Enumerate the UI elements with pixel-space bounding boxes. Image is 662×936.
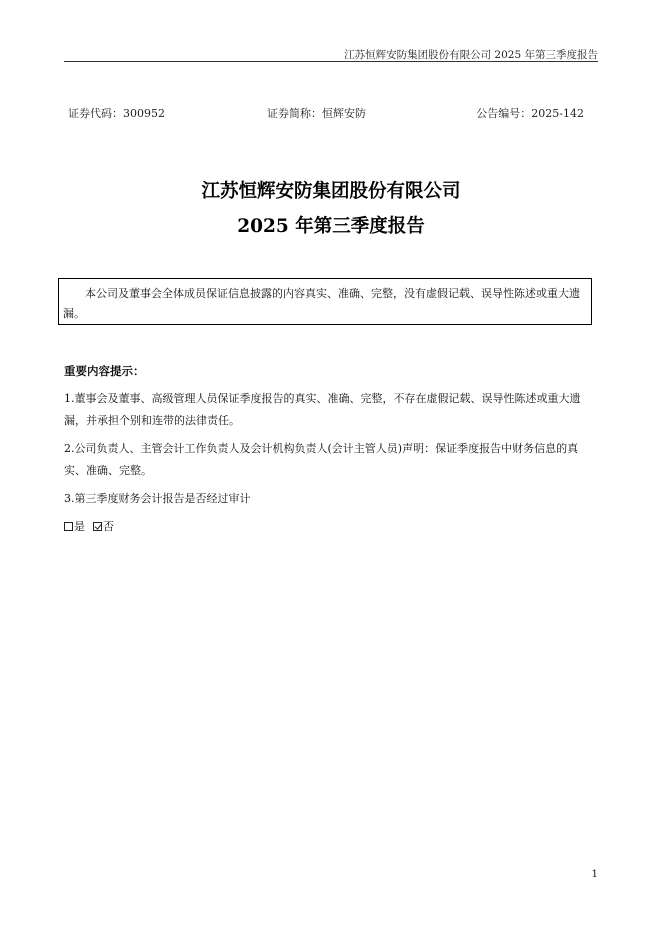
header-divider	[64, 61, 598, 62]
key-point-item: 2.公司负责人、主管会计工作负责人及会计机构负责人(会计主管人员)声明：保证季度报告中财务信息的真实、准确、完整。	[64, 442, 579, 477]
notice-number: 公告编号：2025-142	[476, 107, 584, 120]
security-abbreviation: 证券简称：恒辉安防	[267, 107, 366, 120]
report-title: 2025 年第三季度报告	[237, 216, 425, 237]
security-code: 证券代码：300952	[68, 107, 165, 120]
audit-options	[64, 516, 598, 538]
page-number: 1	[591, 868, 598, 880]
key-point-item: 3.第三季度财务会计报告是否经过审计	[64, 492, 251, 505]
key-points-heading: 重要内容提示：	[64, 364, 145, 378]
audit-yes-label: 是	[74, 520, 85, 533]
key-point-item: 1.董事会及董事、高级管理人员保证季度报告的真实、准确、完整，不存在虚假记载、误导性陈述或重大遗漏，并承担个别和连带的法律责任。	[64, 392, 581, 427]
audit-yes-checkbox[interactable]	[64, 522, 73, 531]
running-header-title: 江苏恒辉安防集团股份有限公司 2025 年第三季度报告	[344, 49, 598, 61]
company-name-title: 江苏恒辉安防集团股份有限公司	[201, 181, 461, 202]
disclosure-statement-box: 本公司及董事会全体成员保证信息披露的内容真实、准确、完整，没有虚假记载、误导性陈述或重大遗漏。	[58, 278, 592, 325]
audit-no-label: 否	[103, 520, 114, 533]
security-info-row	[68, 105, 584, 121]
audit-no-checkbox[interactable]	[93, 522, 102, 531]
